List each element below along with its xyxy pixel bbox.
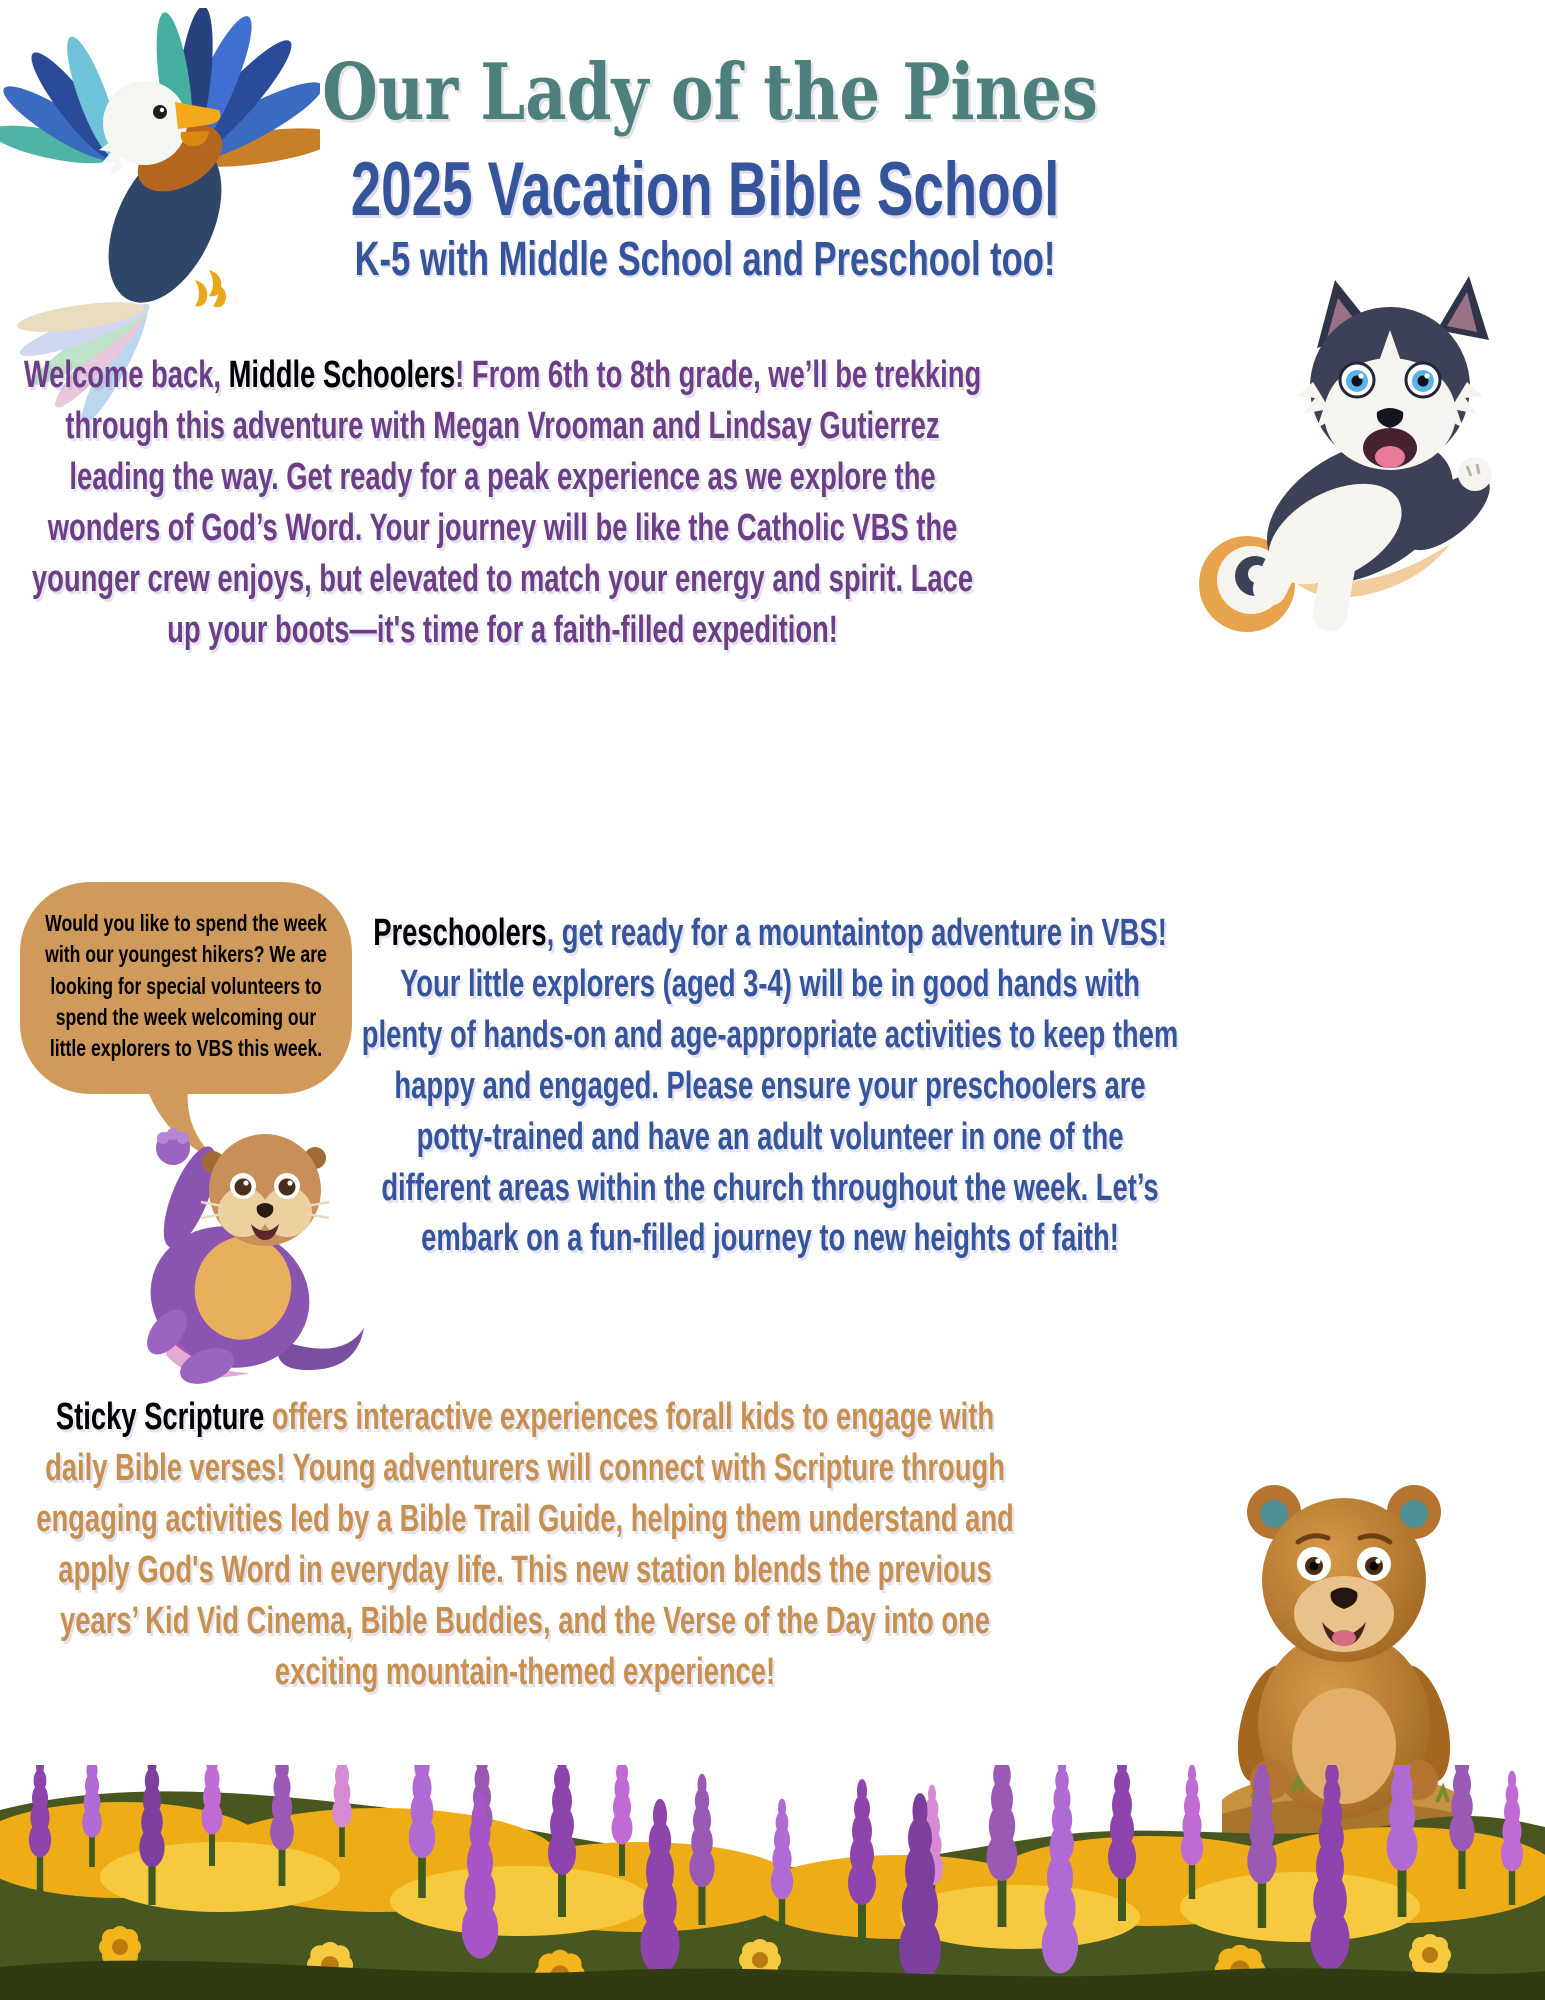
page-subtitle: 2025 Vacation Bible School bbox=[350, 147, 1060, 232]
volunteer-bubble-text: Would you like to spend the week with our youngest hikers? We are looking for special volunteers to spend the week welcoming our little explorers to VBS this week. bbox=[45, 910, 327, 1061]
preschool-body: , get ready for a mountaintop adventure in VBS! Your little explorers (aged 3-4) will be in good hands with plenty of hands-on and age-appropriate activities to keep them happy and engaged. Please ensure your preschoolers are potty-trained and have an adult volunteer in one of the different areas within the church throughout the week. Let’s embark on a fun-filled journey to new heights of faith! bbox=[361, 912, 1179, 1260]
preschool-highlight: Preschoolers bbox=[373, 912, 547, 954]
page-title: Our Lady of the Pines bbox=[322, 47, 1098, 138]
middle-school-lead: Welcome back, bbox=[23, 354, 229, 396]
volunteer-speech-bubble bbox=[20, 882, 352, 1094]
sticky-scripture-paragraph bbox=[25, 1392, 1026, 1697]
husky-image bbox=[1185, 272, 1515, 637]
middle-school-highlight: Middle Schoolers bbox=[228, 354, 456, 396]
sticky-scripture-highlight: Sticky Scripture bbox=[55, 1396, 272, 1438]
middle-school-body: ! From 6th to 8th grade, we’ll be trekking through this adventure with Megan Vrooman and Lindsay Gutierrez leading the way. Get ready for a peak experience as we explore the wonders of God’s Word. Your journey will be like the Catholic VBS the younger crew enjoys, but elevated to match your energy and spirit. Lace up your boots—it's time for a faith-filled expedition! bbox=[31, 354, 982, 651]
page-tagline: K-5 with Middle School and Preschool too! bbox=[354, 233, 1056, 286]
flower-meadow-image bbox=[0, 1765, 1545, 2000]
preschool-paragraph bbox=[360, 908, 1181, 1264]
otter-image bbox=[115, 1092, 380, 1392]
sticky-scripture-body: offers interactive experiences forall kids to engage with daily Bible verses! Young adventurers will connect with Scripture through engaging activities led by a Bible Trail Guide, helping them understand and apply God's Word in everyday life. This new station blends the previous years’ Kid Vid Cinema, Bible Buddies, and the Verse of the Day into one exciting mountain-themed experience! bbox=[36, 1396, 1014, 1693]
middle-school-paragraph bbox=[15, 350, 991, 655]
